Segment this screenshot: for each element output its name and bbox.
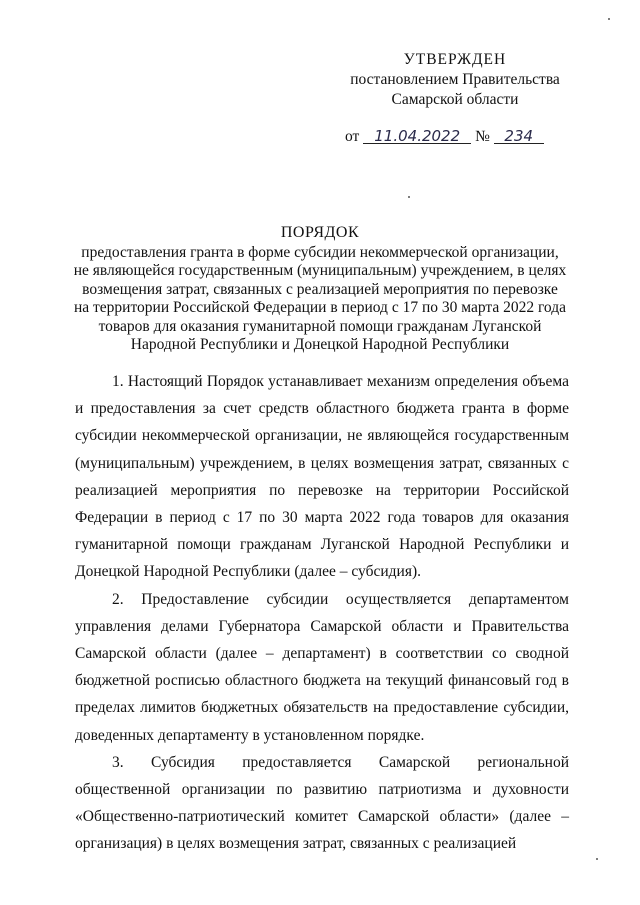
subtitle-line: не являющейся государственным (муниципальным) учреждением, в целях xyxy=(73,262,567,279)
paragraph-2: 2. Предоставление субсидии осуществляется департаментом управления делами Губернатора Самарской области и Правительства Самарской области (далее – департамент) в соответствии со сводной бюджетной росписью областного бюджета на текущий финансовый год в пределах лимитов бюджетных обязательств на предоставление субсидии, доведенных департаменту в установленном порядке. xyxy=(75,590,569,744)
subtitle-line: товаров для оказания гуманитарной помощи гражданам Луганской xyxy=(98,317,542,335)
subtitle-line: на территории Российской Федерации в период с 17 по 30 марта 2022 года xyxy=(73,299,567,316)
scan-speck xyxy=(408,196,410,198)
document-body xyxy=(75,368,569,858)
scan-speck xyxy=(596,858,598,860)
paragraph-1: 1. Настоящий Порядок устанавливает механизм определения объема и предоставления за счет средств областного бюджета гранта в форме субсидии некоммерческой организации, не являющейся государственным (муниципальным) учреждением, в целях возмещения затрат, связанных с реализацией мероприятия по перевозке на территории Российской Федерации в период с 17 по 30 марта 2022 года товаров для оказания гуманитарной помощи гражданам Луганской Народной Республики и Донецкой Народной Республики (далее – субсидия). xyxy=(75,373,569,581)
subtitle-line: возмещения затрат, связанных с реализацией мероприятия по перевозке xyxy=(82,280,558,298)
scan-speck xyxy=(608,18,610,20)
document-title-block xyxy=(60,224,580,355)
date-prefix: от xyxy=(345,128,360,145)
approval-stamp xyxy=(330,50,580,110)
subtitle-line: предоставления гранта в форме субсидии некоммерческой организации, xyxy=(81,243,559,261)
handwritten-date: 11.04.2022 xyxy=(363,129,471,144)
subtitle-line: Народной Республики и Донецкой Народной Республики xyxy=(130,336,510,353)
approval-date-line xyxy=(345,128,585,146)
handwritten-number: 234 xyxy=(494,129,544,144)
approval-title: УТВЕРЖДЕН xyxy=(403,51,507,68)
approval-line-1: постановлением Правительства xyxy=(350,71,560,88)
paragraph-3: 3. Субсидия предоставляется Самарской региональной общественной организации по развитию патриотизма и духовности «Общественно-патриотический комитет Самарской области» (далее – организация) в целях возмещения затрат, связанных с реализацией xyxy=(75,753,569,853)
approval-line-2: Самарской области xyxy=(391,91,519,108)
document-heading: ПОРЯДОК xyxy=(280,224,360,241)
number-prefix: № xyxy=(475,128,490,145)
